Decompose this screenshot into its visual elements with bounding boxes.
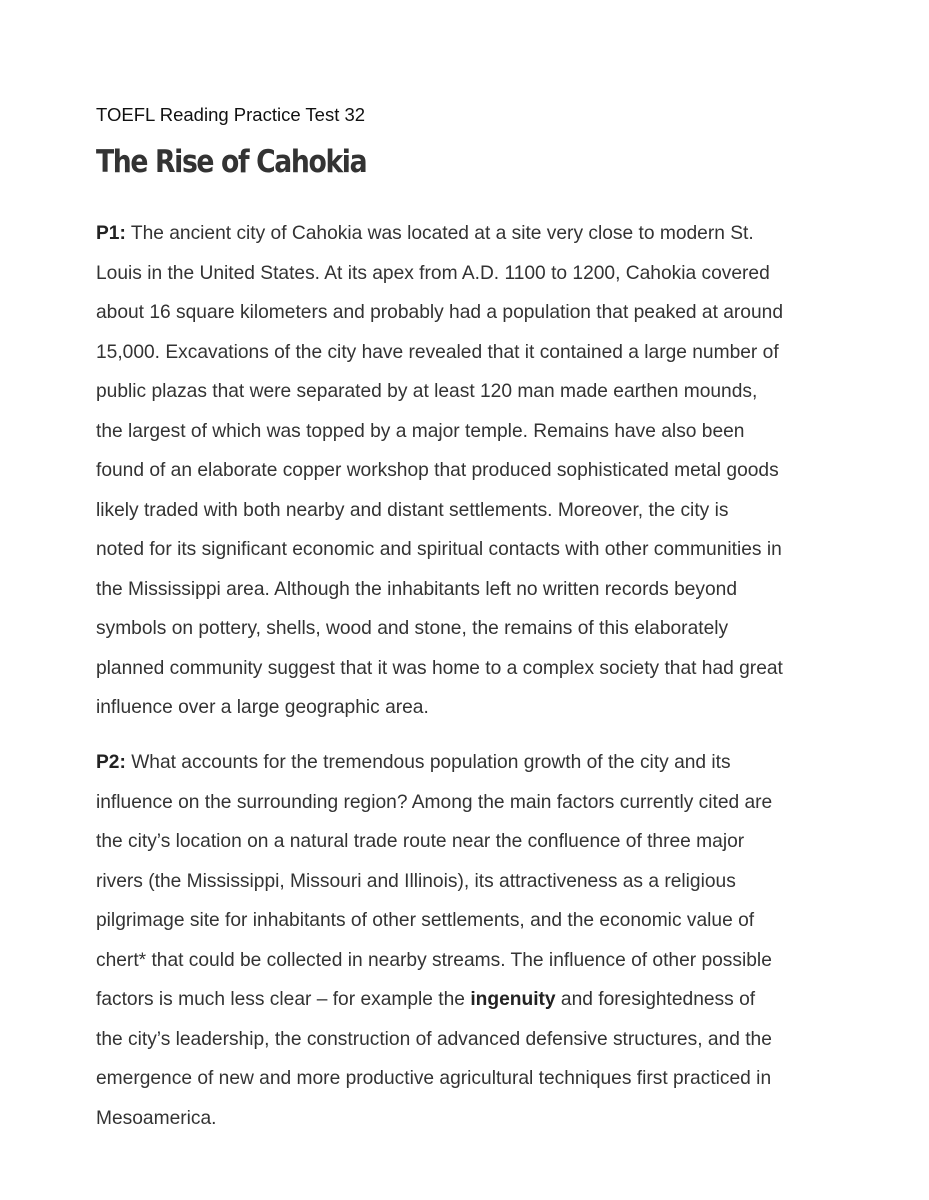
p1-line-1 <box>96 214 783 254</box>
p1-line-10: the Mississippi area. Although the inhabitants left no written records beyond <box>96 578 738 600</box>
p2-line-7-before: factors is much less clear – for example the <box>96 989 471 1010</box>
p1-line-13: influence over a large geographic area. <box>96 697 429 718</box>
p2-line-7 <box>96 980 772 1020</box>
p1-line-3: about 16 square kilometers and probably had a population that peaked at around <box>96 302 783 323</box>
p2-line-1 <box>96 743 772 783</box>
p1-line-4: 15,000. Excavations of the city have revealed that it contained a large number of <box>96 341 779 363</box>
highlighted-word: ingenuity <box>470 989 556 1010</box>
p2-line-10: Mesoamerica. <box>96 1107 217 1129</box>
p2-line-1-text: What accounts for the tremendous population growth of the city and its <box>125 752 731 773</box>
p1-line-9: noted for its significant economic and spiritual contacts with other communities in <box>96 539 782 560</box>
p2-line-9: emergence of new and more productive agricultural techniques first practiced in <box>96 1068 772 1089</box>
paragraph-p2 <box>96 743 772 1138</box>
test-subtitle: TOEFL Reading Practice Test 32 <box>96 104 366 125</box>
p2-line-3: the city’s location on a natural trade route near the confluence of three major <box>96 831 745 852</box>
p2-line-2: influence on the surrounding region? Among the main factors currently cited are <box>96 791 773 813</box>
p1-line-5: public plazas that were separated by at least 120 man made earthen mounds, <box>96 381 758 402</box>
paragraph-p1 <box>96 214 783 728</box>
p1-label: P1: <box>96 223 126 244</box>
p1-line-6: the largest of which was topped by a major temple. Remains have also been <box>96 420 745 442</box>
p2-line-4: rivers (the Mississippi, Missouri and Illinois), its attractiveness as a religious <box>96 870 736 892</box>
p2-line-8: the city’s leadership, the construction of advanced defensive structures, and the <box>96 1028 772 1050</box>
p2-line-6: chert* that could be collected in nearby streams. The influence of other possible <box>96 949 772 971</box>
p2-line-5: pilgrimage site for inhabitants of other settlements, and the economic value of <box>96 910 755 931</box>
passage-title: The Rise of Cahokia <box>96 144 367 180</box>
p1-line-7: found of an elaborate copper workshop that produced sophisticated metal goods <box>96 460 779 481</box>
p1-line-2: Louis in the United States. At its apex from A.D. 1100 to 1200, Cahokia covered <box>96 262 770 284</box>
p1-line-11: symbols on pottery, shells, wood and stone, the remains of this elaborately <box>96 618 729 639</box>
p1-line-12: planned community suggest that it was home to a complex society that had great <box>96 657 783 679</box>
p1-line-8: likely traded with both nearby and distant settlements. Moreover, the city is <box>96 499 729 521</box>
p2-line-7-after: and foresightedness of <box>555 989 756 1010</box>
p2-label: P2: <box>96 752 126 773</box>
p1-line-1-text: The ancient city of Cahokia was located at a site very close to modern St. <box>125 223 754 244</box>
